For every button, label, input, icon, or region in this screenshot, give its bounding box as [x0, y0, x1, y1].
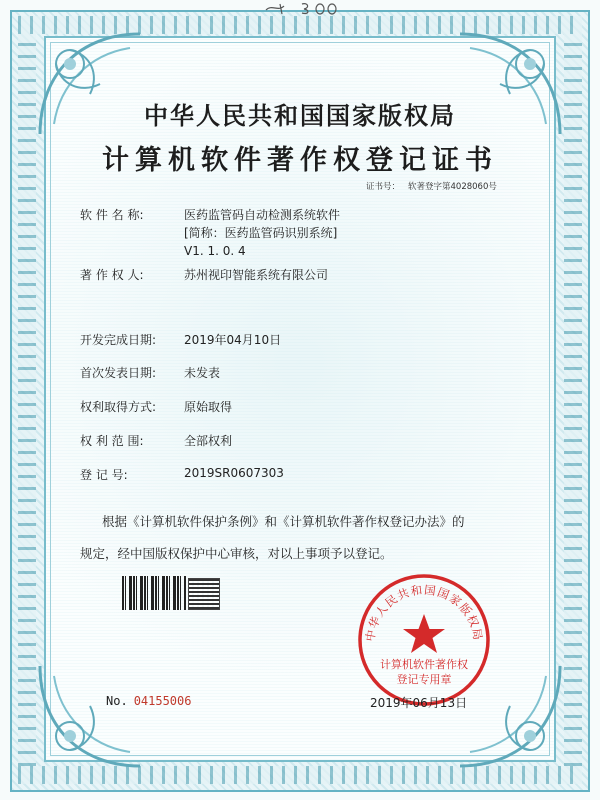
field-copyright-owner — [80, 266, 328, 283]
serial-value: 04155006 — [133, 694, 192, 708]
field-label: 登 记 号: — [80, 468, 128, 482]
certificate-number-label: 证书号： — [366, 182, 401, 192]
field-rights-scope — [80, 432, 232, 449]
field-completion-date — [80, 331, 281, 348]
official-seal — [356, 572, 492, 708]
certificate-number — [366, 180, 497, 192]
issue-date: 2019年06月13日 — [370, 696, 468, 710]
software-full-name: 医药监管码自动检测系统软件 — [184, 208, 341, 222]
field-label: 权 利 范 围: — [80, 434, 144, 448]
statement-line-1: 根据《计算机软件保护条例》和《计算机软件著作权登记办法》的 — [102, 514, 465, 529]
certificate-title: 计算机软件著作权登记证书 — [102, 145, 498, 176]
qr-code — [188, 578, 220, 610]
field-software-name — [80, 206, 340, 260]
serial-number — [106, 694, 191, 708]
barcode — [122, 576, 186, 610]
certificate-number-value: 软著登字第4028060号 — [408, 182, 497, 192]
field-value: 2019SR0607303 — [184, 466, 284, 480]
field-value: 全部权利 — [184, 434, 233, 448]
svg-text:中华人民共和国国家版权局: 中华人民共和国国家版权局 — [362, 582, 486, 643]
software-version: V1. 1. 0. 4 — [184, 244, 246, 258]
serial-prefix: No. — [106, 694, 128, 708]
field-value: 2019年04月10日 — [184, 333, 282, 347]
seal-text-line-2: 登记专用章 — [396, 673, 452, 686]
field-value: 苏州视印智能系统有限公司 — [184, 268, 329, 282]
field-label: 权利取得方式: — [80, 400, 157, 414]
field-label: 首次发表日期: — [80, 366, 157, 380]
field-value: 原始取得 — [184, 400, 233, 414]
corner-ornament-bottom-left — [30, 656, 150, 776]
field-value: 未发表 — [184, 366, 221, 380]
field-acquisition-method — [80, 398, 232, 415]
field-label: 著 作 权 人: — [80, 268, 144, 282]
software-short-name: [简称：医药监管码识别系统] — [184, 226, 338, 240]
field-first-publication — [80, 364, 220, 381]
field-label: 软 件 名 称: — [80, 208, 144, 222]
seal-text-line-1: 计算机软件著作权 — [380, 658, 468, 671]
field-label: 开发完成日期: — [80, 333, 157, 347]
issuing-authority: 中华人民共和国国家版权局 — [144, 102, 456, 130]
handwritten-note — [262, 0, 352, 16]
field-registration-number — [80, 466, 284, 483]
star-icon — [403, 614, 445, 653]
statement-line-2: 规定，经中国版权保护中心审核，对以上事项予以登记。 — [80, 546, 393, 561]
